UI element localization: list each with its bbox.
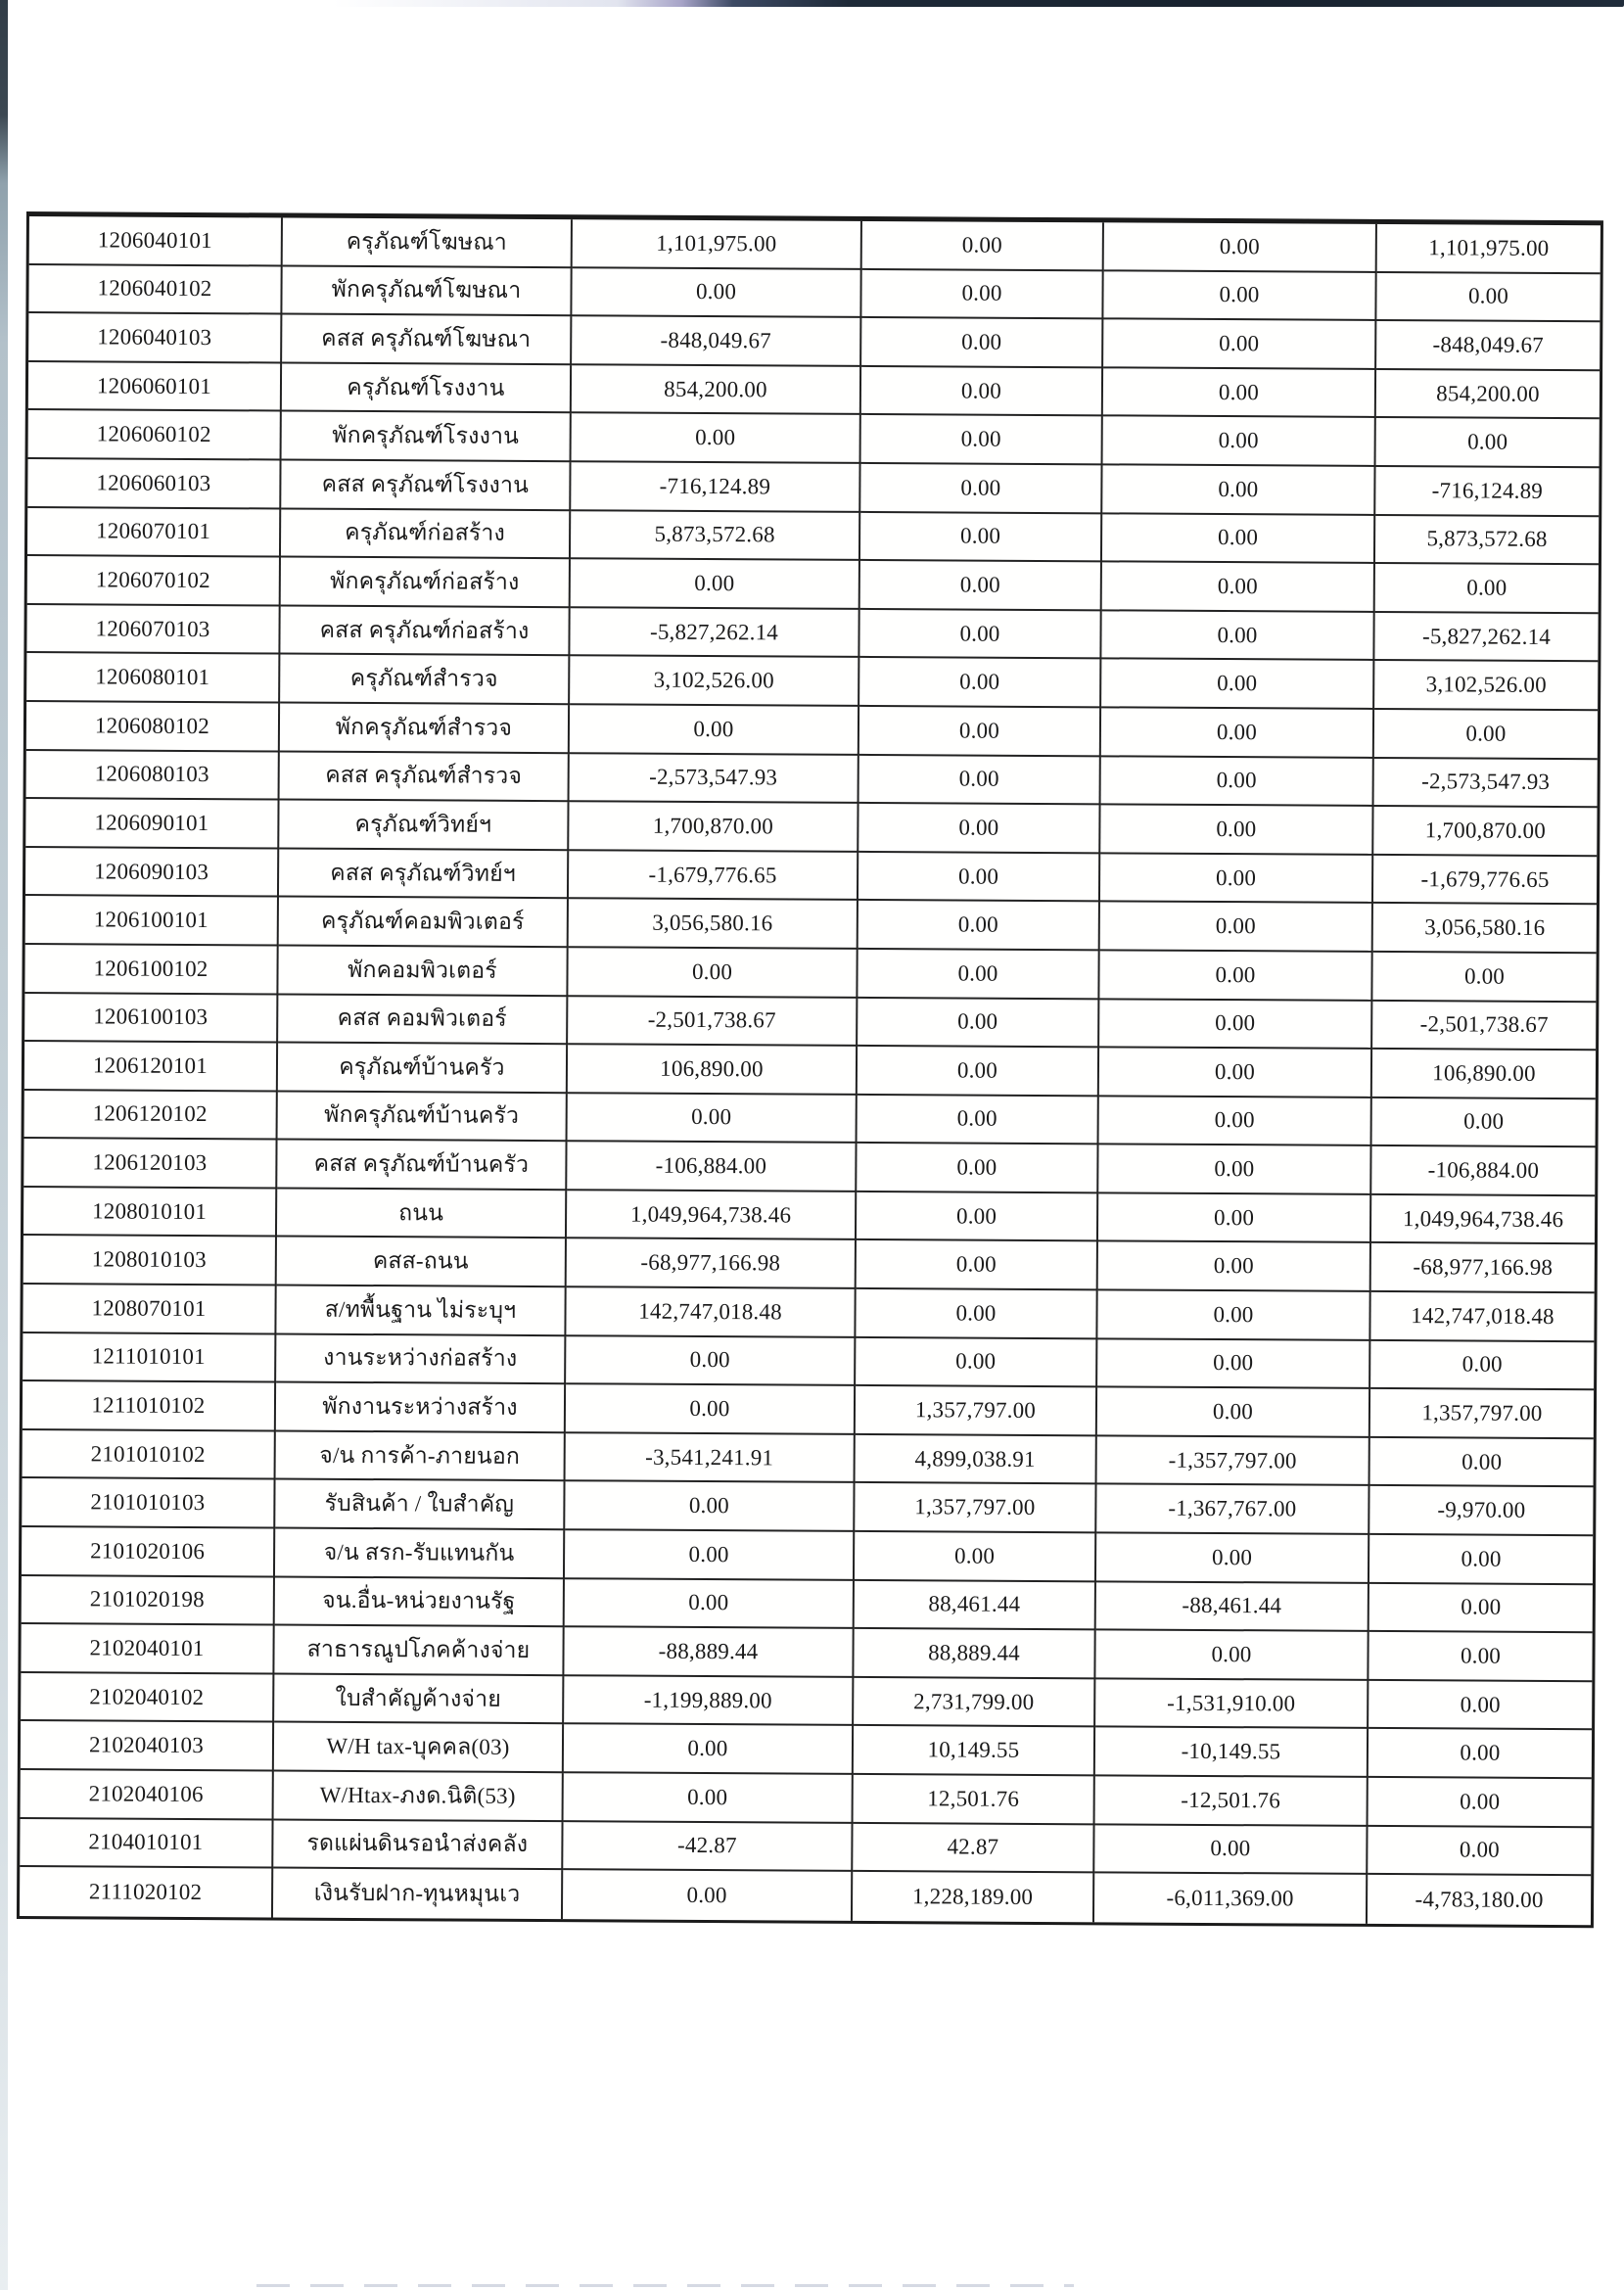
- account-name-cell: W/H tax-บุคคล(03): [274, 1723, 564, 1773]
- amount-cell-3: -6,011,369.00: [1094, 1874, 1368, 1924]
- amount-cell-3: 0.00: [1095, 1631, 1369, 1681]
- account-name-cell: พักครุภัณฑ์โฆษณา: [282, 266, 572, 316]
- amount-cell-4: 1,101,975.00: [1377, 224, 1601, 274]
- amount-cell-4: -68,977,166.98: [1371, 1243, 1595, 1293]
- amount-cell-1: 1,049,964,738.46: [567, 1191, 857, 1240]
- amount-cell-4: 0.00: [1369, 1535, 1593, 1585]
- amount-cell-1: 0.00: [572, 268, 861, 318]
- account-code-cell: 2101010102: [23, 1430, 276, 1480]
- account-code-cell: 1206090101: [25, 799, 279, 849]
- amount-cell-1: 0.00: [568, 948, 858, 998]
- account-code-cell: 1206060103: [27, 459, 281, 509]
- amount-cell-3: 0.00: [1103, 320, 1376, 370]
- amount-cell-2: 10,149.55: [854, 1726, 1095, 1776]
- amount-cell-3: 0.00: [1100, 903, 1373, 953]
- amount-cell-1: -3,541,241.91: [566, 1433, 856, 1483]
- amount-cell-1: -1,199,889.00: [564, 1676, 854, 1726]
- amount-cell-1: 0.00: [572, 414, 861, 464]
- account-code-cell: 1206060102: [28, 410, 282, 460]
- amount-cell-4: -848,049.67: [1376, 321, 1600, 371]
- account-name-cell: ครุภัณฑ์ก่อสร้าง: [281, 509, 571, 559]
- account-name-cell: จ/น การค้า-ภายนอก: [276, 1431, 566, 1481]
- amount-cell-2: 0.00: [857, 1240, 1098, 1290]
- amount-cell-1: 0.00: [568, 1094, 858, 1144]
- account-name-cell: ถนน: [277, 1189, 567, 1238]
- account-code-cell: 1206040101: [29, 216, 283, 266]
- amount-cell-1: 142,747,018.48: [566, 1287, 856, 1337]
- amount-cell-2: 0.00: [862, 221, 1104, 271]
- amount-cell-2: 0.00: [860, 561, 1102, 611]
- account-name-cell: ครุภัณฑ์โรงงาน: [282, 363, 572, 413]
- amount-cell-3: 0.00: [1100, 854, 1373, 904]
- amount-cell-4: 0.00: [1375, 564, 1599, 614]
- amount-cell-4: 0.00: [1376, 418, 1600, 468]
- amount-cell-1: -68,977,166.98: [567, 1239, 857, 1289]
- account-code-cell: 1206120102: [24, 1091, 278, 1141]
- amount-cell-2: 0.00: [856, 1338, 1097, 1388]
- amount-cell-1: 106,890.00: [568, 1045, 858, 1095]
- amount-cell-4: 0.00: [1370, 1341, 1594, 1391]
- amount-cell-2: 88,461.44: [855, 1581, 1096, 1631]
- account-name-cell: พักครุภัณฑ์ก่อสร้าง: [281, 558, 571, 608]
- account-code-cell: 1206100103: [24, 994, 278, 1044]
- amount-cell-4: -5,827,262.14: [1374, 613, 1598, 663]
- amount-cell-4: -716,124.89: [1375, 467, 1599, 517]
- amount-cell-4: 142,747,018.48: [1370, 1292, 1594, 1342]
- account-name-cell: W/Htax-ภงด.นิติ(53): [274, 1771, 564, 1821]
- amount-cell-3: 0.00: [1099, 951, 1372, 1001]
- account-code-cell: 1206070103: [26, 605, 280, 655]
- amount-cell-2: 0.00: [861, 270, 1103, 320]
- account-code-cell: 1211010101: [23, 1333, 276, 1383]
- account-code-cell: 1206100101: [25, 896, 279, 946]
- amount-cell-3: 0.00: [1101, 757, 1374, 807]
- amount-cell-4: 3,056,580.16: [1373, 904, 1597, 954]
- amount-cell-4: 1,357,797.00: [1370, 1389, 1594, 1439]
- amount-cell-2: 1,357,797.00: [855, 1483, 1096, 1533]
- amount-cell-4: 1,700,870.00: [1373, 807, 1597, 857]
- amount-cell-1: -1,679,776.65: [569, 851, 858, 901]
- account-name-cell: คสส ครุภัณฑ์สำรวจ: [280, 752, 570, 802]
- account-code-cell: 2101020106: [22, 1527, 275, 1577]
- amount-cell-2: 0.00: [859, 707, 1101, 757]
- account-name-cell: รดแผ่นดินรอนำส่งคลัง: [273, 1820, 563, 1870]
- account-name-cell: ส/ทพื้นฐาน ไม่ระบุฯ: [276, 1286, 566, 1336]
- account-name-cell: คสส ครุภัณฑ์วิทย์ฯ: [279, 849, 569, 899]
- account-name-cell: รับสินค้า / ใบสำคัญ: [275, 1480, 565, 1530]
- amount-cell-1: 1,700,870.00: [569, 802, 858, 852]
- amount-cell-4: 5,873,572.68: [1375, 516, 1599, 566]
- account-code-cell: 1206070101: [27, 508, 281, 558]
- amount-cell-3: -88,461.44: [1096, 1582, 1369, 1632]
- amount-cell-2: 0.00: [859, 755, 1101, 805]
- amount-cell-3: 0.00: [1101, 660, 1374, 710]
- account-name-cell: จ/น สรก-รับแทนกัน: [275, 1529, 565, 1579]
- account-code-cell: 2102040106: [21, 1770, 274, 1820]
- account-code-cell: 1206070102: [27, 556, 281, 606]
- amount-cell-2: 1,357,797.00: [856, 1386, 1097, 1436]
- amount-cell-1: 3,056,580.16: [569, 900, 858, 950]
- account-name-cell: เงินรับฝาก-ทุนหมุนเว: [273, 1869, 563, 1919]
- account-name-cell: งานระหว่างก่อสร้าง: [276, 1334, 566, 1384]
- amount-cell-2: 0.00: [855, 1532, 1096, 1582]
- account-name-cell: พักครุภัณฑ์บ้านครัว: [278, 1092, 568, 1142]
- amount-cell-2: 0.00: [859, 658, 1101, 708]
- table-row: [20, 1867, 1591, 1925]
- amount-cell-2: 0.00: [861, 367, 1103, 417]
- amount-cell-1: 0.00: [563, 1870, 853, 1920]
- account-code-cell: 1211010102: [23, 1381, 276, 1431]
- amount-cell-4: 0.00: [1372, 953, 1596, 1003]
- amount-cell-4: -2,501,738.67: [1372, 1001, 1596, 1051]
- amount-cell-2: 0.00: [860, 464, 1102, 514]
- account-code-cell: 1206100102: [24, 945, 278, 995]
- amount-cell-3: 0.00: [1102, 465, 1375, 515]
- amount-cell-2: 0.00: [859, 610, 1101, 660]
- amount-cell-4: -9,970.00: [1369, 1486, 1593, 1536]
- amount-cell-3: 0.00: [1101, 708, 1374, 758]
- account-name-cell: คสส คอมพิวเตอร์: [278, 995, 568, 1045]
- scan-left-edge-artifact: [0, 0, 8, 2290]
- amount-cell-1: 854,200.00: [572, 365, 861, 415]
- amount-cell-4: 0.00: [1369, 1778, 1592, 1828]
- account-name-cell: จน.อื่น-หน่วยงานรัฐ: [275, 1577, 565, 1627]
- amount-cell-1: 0.00: [571, 559, 860, 609]
- account-name-cell: ครุภัณฑ์บ้านครัว: [278, 1044, 568, 1094]
- amount-cell-3: 0.00: [1103, 368, 1376, 418]
- amount-cell-3: 0.00: [1103, 271, 1376, 321]
- amount-cell-4: 0.00: [1368, 1827, 1591, 1877]
- amount-cell-2: 0.00: [858, 853, 1100, 903]
- account-code-cell: 1206060101: [28, 362, 282, 412]
- amount-cell-4: -106,884.00: [1371, 1146, 1595, 1196]
- amount-cell-4: 0.00: [1369, 1632, 1592, 1682]
- amount-cell-3: 0.00: [1100, 805, 1373, 855]
- account-code-cell: 1208010101: [23, 1188, 277, 1238]
- amount-cell-1: -88,889.44: [564, 1627, 854, 1677]
- amount-cell-3: 0.00: [1102, 562, 1375, 612]
- amount-cell-3: 0.00: [1098, 1193, 1371, 1243]
- amount-cell-3: 0.00: [1102, 514, 1375, 564]
- amount-cell-1: 5,873,572.68: [571, 511, 860, 561]
- amount-cell-2: 4,899,038.91: [856, 1435, 1097, 1485]
- amount-cell-1: -5,827,262.14: [570, 608, 859, 658]
- amount-cell-2: 88,889.44: [854, 1629, 1095, 1679]
- account-code-cell: 1208010103: [23, 1236, 277, 1285]
- amount-cell-2: 0.00: [856, 1289, 1097, 1339]
- account-code-cell: 2102040102: [21, 1673, 274, 1723]
- amount-cell-4: 0.00: [1369, 1729, 1592, 1779]
- account-name-cell: คสส ครุภัณฑ์โรงงาน: [281, 460, 571, 510]
- amount-cell-2: 42.87: [853, 1823, 1094, 1873]
- amount-cell-1: 0.00: [565, 1579, 855, 1629]
- amount-cell-1: -42.87: [563, 1822, 853, 1872]
- amount-cell-3: -10,149.55: [1095, 1728, 1369, 1778]
- amount-cell-1: -2,573,547.93: [570, 754, 859, 804]
- amount-cell-3: -1,367,767.00: [1096, 1485, 1369, 1535]
- account-code-cell: 1206090103: [25, 848, 279, 898]
- account-name-cell: พักคอมพิวเตอร์: [278, 946, 568, 996]
- amount-cell-1: 0.00: [565, 1530, 855, 1580]
- amount-cell-2: 0.00: [861, 415, 1103, 465]
- account-code-cell: 2111020102: [20, 1867, 273, 1917]
- amount-cell-1: 3,102,526.00: [570, 657, 859, 707]
- amount-cell-2: 0.00: [860, 512, 1102, 562]
- account-code-cell: 1206080103: [26, 751, 280, 801]
- amount-cell-1: 0.00: [564, 1773, 854, 1823]
- account-name-cell: ครุภัณฑ์วิทย์ฯ: [279, 801, 569, 851]
- amount-cell-3: 0.00: [1103, 417, 1376, 467]
- amount-cell-4: 0.00: [1370, 1438, 1594, 1488]
- amount-cell-3: 0.00: [1099, 1000, 1372, 1050]
- account-code-cell: 1206120103: [23, 1139, 277, 1189]
- amount-cell-3: 0.00: [1097, 1339, 1370, 1389]
- account-name-cell: ครุภัณฑ์คอมพิวเตอร์: [279, 898, 569, 948]
- amount-cell-1: -848,049.67: [572, 316, 861, 366]
- amount-cell-1: -106,884.00: [567, 1142, 857, 1192]
- amount-cell-4: 0.00: [1369, 1681, 1592, 1731]
- amount-cell-3: -1,357,797.00: [1097, 1436, 1370, 1486]
- account-code-cell: 1206040103: [28, 313, 282, 363]
- account-name-cell: คสส ครุภัณฑ์ก่อสร้าง: [280, 606, 570, 656]
- account-name-cell: พักครุภัณฑ์สำรวจ: [280, 703, 570, 753]
- account-code-cell: 2102040101: [21, 1624, 274, 1674]
- amount-cell-1: -2,501,738.67: [568, 997, 858, 1047]
- amount-cell-2: 12,501.76: [854, 1775, 1095, 1825]
- amount-cell-4: 1,049,964,738.46: [1371, 1195, 1595, 1245]
- amount-cell-3: 0.00: [1098, 1145, 1371, 1195]
- amount-cell-3: 0.00: [1094, 1825, 1368, 1875]
- account-code-cell: 1206040102: [28, 265, 282, 315]
- amount-cell-2: 0.00: [858, 998, 1099, 1048]
- amount-cell-3: 0.00: [1101, 611, 1374, 661]
- amount-cell-3: 0.00: [1099, 1048, 1372, 1098]
- account-code-cell: 1206080101: [26, 653, 280, 703]
- amount-cell-2: 0.00: [858, 1047, 1099, 1097]
- amount-cell-4: 0.00: [1369, 1584, 1593, 1634]
- amount-cell-2: 0.00: [861, 318, 1103, 368]
- amount-cell-2: 0.00: [858, 804, 1100, 854]
- amount-cell-4: 0.00: [1374, 710, 1598, 760]
- account-code-cell: 2104010101: [20, 1819, 273, 1869]
- amount-cell-1: 0.00: [566, 1384, 856, 1434]
- account-name-cell: ครุภัณฑ์โฆษณา: [283, 218, 573, 268]
- amount-cell-3: 0.00: [1097, 1290, 1370, 1340]
- account-name-cell: พักงานระหว่างสร้าง: [276, 1383, 566, 1433]
- amount-cell-4: 0.00: [1376, 273, 1600, 323]
- amount-cell-2: 0.00: [858, 950, 1099, 1000]
- amount-cell-1: -716,124.89: [571, 462, 860, 512]
- account-name-cell: ใบสำคัญค้างจ่าย: [274, 1674, 564, 1724]
- amount-cell-4: -4,783,180.00: [1415, 1887, 1544, 1912]
- account-code-cell: 1206080102: [26, 702, 280, 752]
- amount-cell-2: 0.00: [857, 1144, 1098, 1193]
- amount-cell-4: -2,573,547.93: [1374, 758, 1598, 808]
- account-name-cell: คสส ครุภัณฑ์โฆษณา: [282, 315, 572, 365]
- account-name-cell: สาธารณูปโภคค้างจ่าย: [274, 1626, 564, 1676]
- amount-cell-4: 3,102,526.00: [1374, 661, 1598, 711]
- amount-cell-1: 0.00: [564, 1725, 854, 1775]
- amount-cell-1: 0.00: [570, 705, 859, 755]
- amount-cell-4: -1,679,776.65: [1373, 856, 1597, 906]
- scan-top-bar-artifact: [333, 0, 1624, 7]
- account-code-cell: 2101020198: [22, 1576, 275, 1626]
- amount-cell-4: 106,890.00: [1372, 1050, 1596, 1099]
- amount-cell-1: 1,101,975.00: [573, 219, 862, 269]
- amount-cell-2: 0.00: [858, 1096, 1099, 1145]
- amount-cell-4: 854,200.00: [1376, 370, 1600, 420]
- account-name-cell: คสส-ถนน: [277, 1238, 567, 1287]
- amount-cell-3: 0.00: [1097, 1388, 1370, 1438]
- amount-cell-2: 0.00: [857, 1192, 1098, 1242]
- scan-bottom-dashes-artifact: [256, 2284, 1074, 2287]
- account-name-cell: คสส ครุภัณฑ์บ้านครัว: [277, 1141, 567, 1191]
- amount-cell-3: -1,531,910.00: [1095, 1679, 1369, 1729]
- account-code-cell: 2102040103: [21, 1721, 274, 1771]
- amount-cell-3: 0.00: [1098, 1242, 1371, 1292]
- amount-cell-2: 0.00: [858, 901, 1100, 951]
- account-name-cell: ครุภัณฑ์สำรวจ: [280, 655, 570, 705]
- account-code-cell: 1208070101: [23, 1285, 276, 1334]
- amount-cell-2: 2,731,799.00: [854, 1678, 1095, 1728]
- amount-cell-3: 0.00: [1104, 222, 1377, 272]
- amount-cell-1: 0.00: [566, 1336, 856, 1386]
- account-code-cell: 2101010103: [22, 1478, 275, 1528]
- amount-cell-3: 0.00: [1096, 1533, 1369, 1583]
- amount-cell-3: -12,501.76: [1095, 1776, 1369, 1826]
- account-name-cell: พักครุภัณฑ์โรงงาน: [282, 412, 572, 462]
- amount-cell-4: 0.00: [1372, 1098, 1596, 1148]
- amount-cell-2: 1,228,189.00: [853, 1872, 1094, 1922]
- amount-cell-3: 0.00: [1099, 1097, 1372, 1146]
- amount-cell-1: 0.00: [565, 1482, 855, 1532]
- account-code-cell: 1206120101: [24, 1042, 278, 1092]
- ledger-table: [17, 211, 1603, 1928]
